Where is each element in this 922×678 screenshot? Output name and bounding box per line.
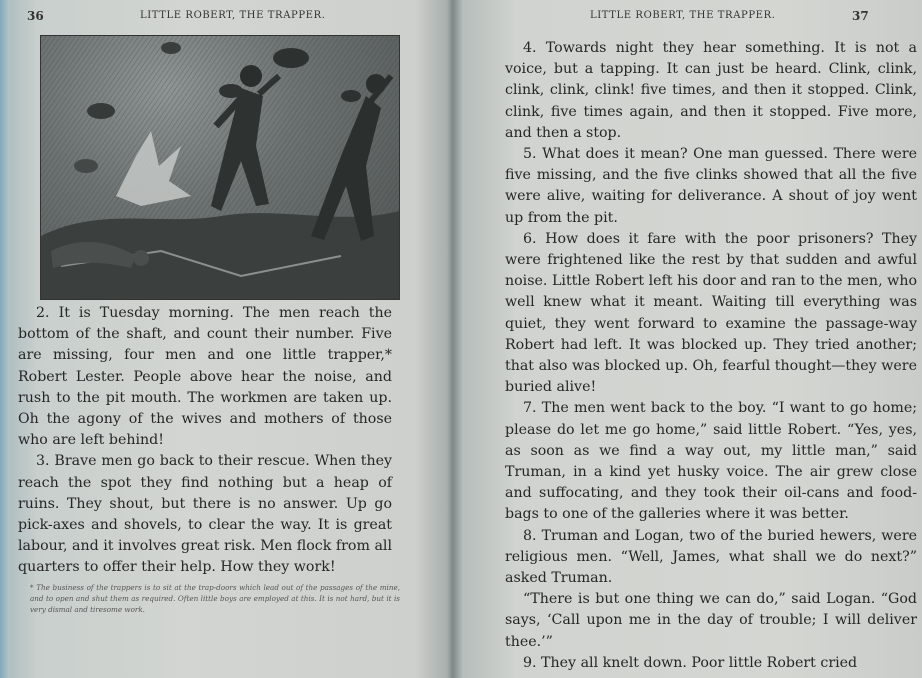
paragraph-8: 8. Truman and Logan, two of the buried hewers, were religious men. “Well, James, what shall we do next?” asked Truman. xyxy=(505,527,917,587)
running-head-right: LITTLE ROBERT, THE TRAPPER. xyxy=(590,10,776,21)
right-page-text xyxy=(505,38,917,674)
running-head-left: LITTLE ROBERT, THE TRAPPER. xyxy=(140,10,326,21)
page-number-right: 37 xyxy=(852,9,869,23)
paragraph-9: 9. They all knelt down. Poor little Robert cried xyxy=(523,654,858,671)
paragraph-7: 7. The men went back to the boy. “I want to go home; please do let me go home,” said little Robert. “Yes, yes, as soon as we find a way out, my little man,” said Truman, in a kind yet husky voice. The air grew close and suffocating, and they took their oil-cans and food-bags to one of the galleries where it was better. xyxy=(505,400,917,523)
mine-explosion-illustration xyxy=(40,35,400,300)
page-number-left: 36 xyxy=(27,9,44,23)
trapper-footnote: * The business of the trappers is to sit at the trap-doors which lead out of the passages of the mine, and to open and shut them as required. Often little boys are employed at this. It is not hard, but it is very dismal and tiresome work. xyxy=(30,583,400,614)
engraving-svg xyxy=(41,36,399,299)
paragraph-6: 6. How does it fare with the poor prisoners? They were frightened like the rest by that sudden and awful noise. Little Robert left his door and ran to the men, who well knew what it meant. Waiting till everything was quiet, they went forward to examine the passage-way Robert had left. It was blocked up. They tried another; that also was blocked up. Oh, fearful thought—they were buried alive! xyxy=(505,230,917,396)
left-page xyxy=(18,0,438,678)
paragraph-5: 5. What does it mean? One man guessed. There were five missing, and the five clinks showed that all the five were alive, waiting for deliverance. A shout of joy went up from the pit. xyxy=(505,146,917,226)
paragraph-4: 4. Towards night they hear something. It is not a voice, but a tapping. It can just be heard. Clink, clink, clink, clink, clink! five times, and then it stopped. Clink, clink, five times again, and then it stopped. Five more, and then a stop. xyxy=(505,40,917,141)
left-page-text xyxy=(18,303,392,579)
paragraph-logan-reply: “There is but one thing we can do,” said Logan. “God says, ‘Call upon me in the day of trouble; I will deliver thee.’” xyxy=(505,591,917,650)
book-cover-edge xyxy=(0,0,10,678)
paragraph-3: 3. Brave men go back to their rescue. When they reach the spot they find nothing but a heap of ruins. They shout, but there is no answer. Up go pick-axes and shovels, to clear the way. It is great labour, and it involves great risk. Men flock from all quarters to offer their help. How they work! xyxy=(18,453,392,576)
paragraph-2: 2. It is Tuesday morning. The men reach the bottom of the shaft, and count their number. Five are missing, four men and one little trapper,* Robert Lester. People above hear the noise, and rush to the pit mouth. The workmen are taken up. Oh the agony of the wives and mothers of those who are left behind! xyxy=(18,305,392,449)
right-page xyxy=(460,0,917,678)
